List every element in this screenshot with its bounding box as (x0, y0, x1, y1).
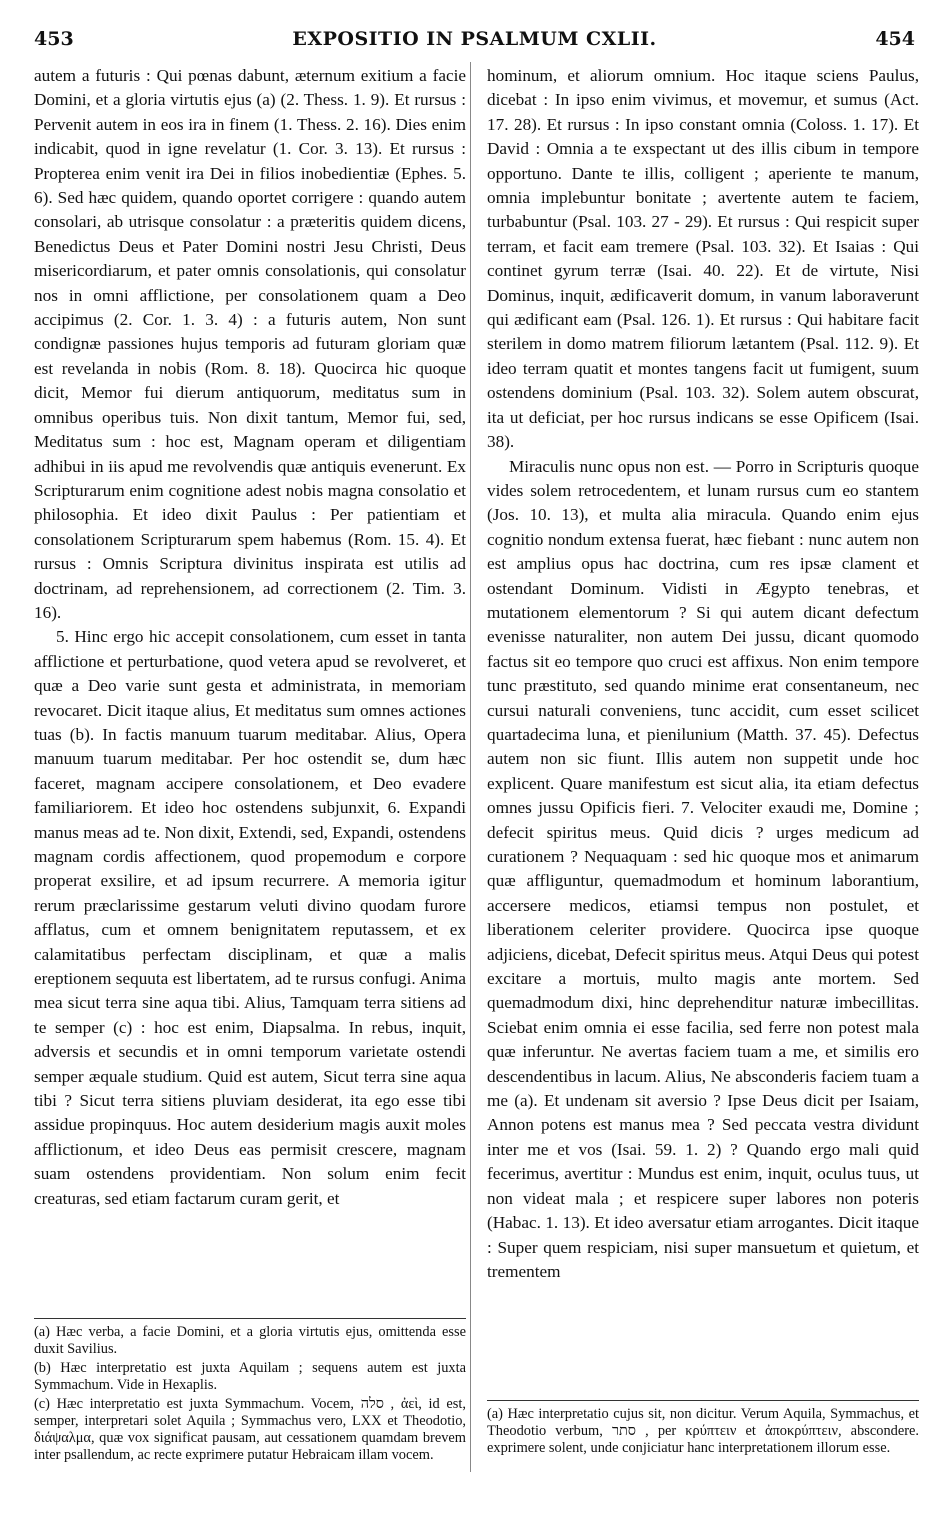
footnote: (a) Hæc verba, a facie Domini, et a gloria virtutis ejus, omittenda esse duxit Savilius. (34, 1324, 466, 1357)
footnote: (a) Hæc interpretatio cujus sit, non dicitur. Verum Aquila, Symmachus, et Theodotio verbum, סתר , per κρύπτειν et ἀποκρύπτειν, abscondere. exprimere solent, unde conjiciatur hanc interpretationem illorum esse. (487, 1406, 920, 1456)
page-header (34, 28, 915, 54)
footnote-divider-left (34, 1318, 466, 1319)
footnote-divider-right (487, 1400, 919, 1401)
left-column (34, 64, 466, 1211)
running-title: EXPOSITIO IN PSALMUM CXLII. (292, 28, 657, 50)
paragraph: 5. Hinc ergo hic accepit consolationem, cum esset in tanta afflictione et perturbatione, quod vetera apud se revolveret, et quæ a Deo varie sunt gesta et administrata, in memoriam revocaret. Dicit itaque alius, Et meditatus sum omnes actiones tuas (b). In factis manuum tuarum meditabar. Alius, Opera manuum tuarum meditabar. Per hoc ostendit se, dum hæc faceret, magnam accipere consolationem, et Deo evadere familiariorem. Et ideo hoc ostendens subjunxit, 6. Expandi manus meas ad te. Non dixit, Extendi, sed, Expandi, ostendens magnam cordis affectionem, quod propemodum e corpore properat exsilire, et ad ipsum recurrere. A memoria igitur rerum præclarissime gestarum veluti divino quodam furore afflatus, cum et omnem benignitatem reputassem, et ex calamitatibus perfectam disciplinam, et quæ a malis ereptionem sequuta est libertatem, ad te rursus confugi. Anima mea sicut terra sine aqua tibi. Alius, Tamquam terra sitiens ad te semper (c) : hoc est enim, Diapsalma. In rebus, inquit, adversis et secundis et in omni temporum varietate ostendi semper æquale studium. Quid est autem, Sicut terra sine aqua tibi ? Sicut terra sitiens pluviam desiderat, ita ego esse tibi assidue propinquus. Hoc autem desiderium magis auxit moles afflictionum, et ideo Deus eas permisit crescere, magnam suam ostendens providentiam. Non solum enim fecit creaturas, sed etiam factarum curam gerit, et (34, 627, 466, 1208)
page-number-right: 454 (875, 28, 915, 50)
paragraph: autem a futuris : Qui pœnas dabunt, æternum exitium a facie Domini, et a gloria virtutis ejus (a) (2. Thess. 1. 9). Et rursus : Pervenit autem in eos ira in finem (1. Thess. 2. 16). Dies enim indicabit, quod in igne revelatur (1. Cor. 3. 13). Et rursus : Propterea enim venit ira Dei in filios inobedientiæ (Ephes. 5. 6). Sed hæc quidem, quando oportet corrigere : quando autem consolari, ab utrisque consolatur : a præteritis quidem dicens, Benedictus Deus et Pater Domini nostri Jesu Christi, Deus misericordiarum, et pater omnis consolationis, qui consolatur nos in omni afflictione, per consolationem quam a Deo accipimus (2. Cor. 1. 3. 4) : a futuris autem, Non sunt condignæ passiones hujus temporis ad futuram gloriam quæ est revelanda in nobis (Rom. 8. 18). Quocirca hic quoque dicit, Memor fui dierum antiquorum, meditatus sum in omnibus operibus tuis. Non dixit tantum, Memor fui, sed, Meditatus sum : hoc est, Magnam operam et diligentiam adhibui in iis apud me revolvendis quæ antiquis evenerunt. Ex Scripturarum enim cognitione adest nobis magna consolatio et philosophia. Et ideo dixit Paulus : Per patientiam et consolationem Scripturarum spem habemus (Rom. 15. 4). Et rursus : Omnis Scriptura divinitus inspirata est utilis ad doctrinam, ad reprehensionem, ad correctionem (2. Tim. 3. 16). (34, 66, 466, 622)
footnote: (c) Hæc interpretatio est juxta Symmachum. Vocem, סלה , ἀεὶ, id est, semper, interpretari solet Aquila ; Symmachus vero, LXX et Theodotio, διάψαλμα, quæ vox significat pausam, aut cessationem quamdam brevem inter psallendum, ac recte exprimere putatur Hebraicam illam vocem. (34, 1396, 466, 1463)
paragraph: hominum, et aliorum omnium. Hoc itaque sciens Paulus, dicebat : In ipso enim vivimus, et movemur, et sumus (Act. 17. 28). Et rursus : In ipso constant omnia (Coloss. 1. 17). Et David : Omnia a te exspectant ut des illis cibum in tempore opportuno. Dante te illis, colligent ; aperiente te manum, omnia implebuntur bonitate ; avertente autem te faciem, turbabuntur (Psal. 103. 27 - 29). Et rursus : Qui respicit super terram, et facit eam tremere (Psal. 103. 32). Et Isaias : Qui continet gyrum terræ (Isai. 40. 22). Et de virtute, Nisi Dominus, inquit, ædificaverit domum, in vanum laboraverunt qui ædificant eam (Psal. 126. 1). Et rursus : Qui habitare facit sterilem in domo matrem filiorum lætantem (Psal. 112. 9). Et ideo terram quatit et montes tangens facit ut fumigent, suum ostendens dominium (Psal. 103. 32). Solem autem obscurat, ita ut deficiat, per hoc rursus indicans se esse Opificem (Isai. 38). (487, 66, 919, 452)
footnotes-right (487, 1406, 919, 1459)
footnote: (b) Hæc interpretatio est juxta Aquilam ; sequens autem est juxta Symmachum. Vide in Hexaplis. (34, 1360, 466, 1393)
column-rule (470, 62, 471, 1472)
paragraph: Miraculis nunc opus non est. — Porro in Scripturis quoque vides solem retrocedentem, et lunam rursus cum eo stantem (Jos. 10. 13), et multa alia miracula. Quando enim ejus cognitio nondum extensa fuerat, hæc fiebant : nunc autem non est amplius opus hac doctrina, cum res ipsæ clament et ostendant Dominum. Vidisti in Ægypto tenebras, et mutationem elementorum ? Si qui autem dicant defectum evenisse naturaliter, non autem Dei jussu, dicant quomodo factus sit eo tempore quo cruci est affixus. Non enim tempore tunc præstituto, sed quando minime erat consentaneum, nec cursui naturali conveniens, tunc accidit, cum esset scilicet quartadecima luna, et pienilunium (Matth. 37. 45). Defectus autem non sic fiunt. Illis autem non suppetit unde hoc explicent. Quare manifestum est sicut alia, ita etiam defectus omnes jussu Opificis fieri. 7. Velociter exaudi me, Domine ; defecit spiritus meus. Quid dicis ? urges medicum ad curationem ? Nequaquam : sed hic quoque mos et animarum quæ affliguntur, quemadmodum et hominum laborantium, accersere medicos, etiamsi tempus non postulet, et liberationem celeriter providere. Quocirca ipse quoque adjiciens, dicebat, Defecit spiritus meus. Atqui Deus qui potest excitare a mortuis, multo magis ante mortem. Sed quemadmodum dixi, hinc deprehenditur naturæ imbecillitas. Sciebat enim omnia ei esse facilia, sed ferre non potest mala quæ inferuntur. Ne avertas faciem tuam a me, et similis ero descendentibus in lacum. Alius, Ne absconderis faciem tuam a me (a). Et undenam sit aversio ? Ipse Deus dicit per Isaiam, Annon potens est manus mea ? Sed peccata vestra dividunt inter me et vos (Isai. 59. 1. 2) ? Quando ergo mali quid fecerimus, avertitur : Mundus est enim, inquit, oculus tuus, ut non videat mala ; et respicere super labores non poteris (Habac. 1. 13). Et ideo aversatur etiam arrogantes. Dicit itaque : Super quem respiciam, nisi super mansuetum et quietum, et trementem (487, 456, 919, 1281)
right-column (487, 64, 919, 1284)
page-number-left: 453 (34, 28, 74, 50)
footnotes-left (34, 1324, 466, 1466)
